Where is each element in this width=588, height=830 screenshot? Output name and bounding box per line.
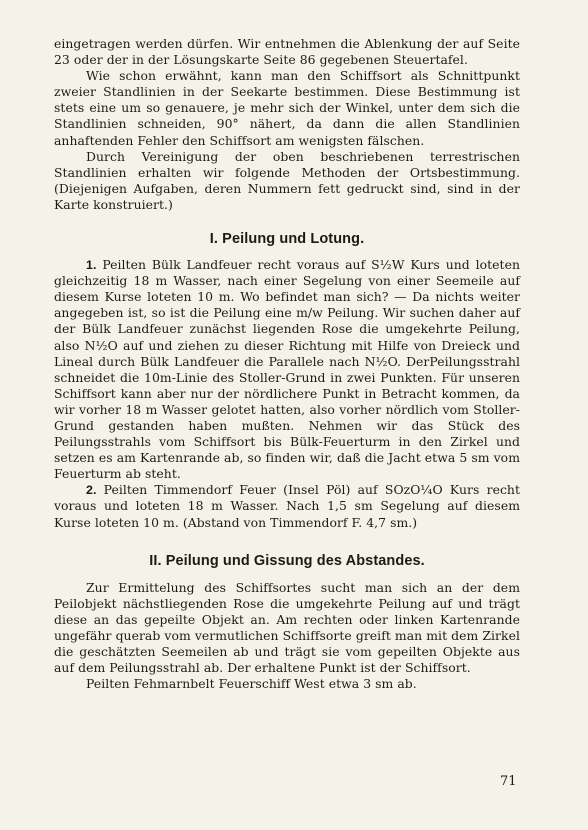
page-body <box>54 36 520 692</box>
paragraph-ermittelung: Zur Ermittelung des Schiffsortes sucht man sich an der dem Peilobjekt nächstliegenden Rose die umgekehrte Peilung auf und trägt diese an das gepeilte Objekt an. Am rechten oder linken Kartenrande ungefähr querab vom vermutlichen Schiffsorte greift man mit dem Zirkel die geschätzten Seemeilen ab und trägt sie vom gepeilten Objekte aus auf dem Peilungsstrahl ab. Der erhaltene Punkt ist der Schiffsort. <box>54 579 520 676</box>
section-heading-peilung-lotung: I. Peilung und Lotung. <box>209 231 365 248</box>
task-2 <box>54 482 520 530</box>
paragraph-continuation: eingetragen werden dürfen. Wir entnehmen die Ablenkung der auf Seite 23 oder der in der Lösungskarte Seite 86 gegebenen Steuertafel. <box>54 36 520 68</box>
task-2-number: 2. <box>86 483 97 498</box>
task-1-number: 1. <box>86 258 97 273</box>
section-heading-peilung-gissung: II. Peilung und Gissung des Abstandes. <box>149 552 425 569</box>
paragraph-schnittpunkt: Wie schon erwähnt, kann man den Schiffsort als Schnittpunkt zweier Standlinien in der Seekarte bestimmen. Diese Bestimmung ist stets eine um so genauere, je mehr sich der Winkel, unter dem sich die Standlinien schneiden, 90° nähert, da dann die allen Standlinien anhaftenden Fehler den Schiffsort am wenigsten fälschen. <box>54 68 520 148</box>
task-1 <box>54 257 520 482</box>
task-1-text: Peilten Bülk Landfeuer recht voraus auf S½W Kurs und loteten gleichzeitig 18 m Wasser, nach einer Segelung von einer Seemeile auf diesem Kurse loteten 10 m. Wo befindet man sich? — Da nichts weiter angegeben ist, so ist die Peilung eine m/w Peilung. Wir suchen daher auf der Bülk Landfeuer zunächst liegenden Rose die umgekehrte Peilung, also N½O auf und ziehen zu dieser Richtung mit Hilfe von Dreieck und Lineal durch Bülk Landfeuer die Parallele nach N½O. DerPeilungsstrahl schneidet die 10m-Linie des Stoller-Grund in zwei Punkten. Für unseren Schiffsort kann aber nur der nördlichere Punkt in Betracht kommen, da wir vorher 18 m Wasser gelotet hatten, also vorher nördlich vom Stoller-Grund gestanden haben mußten. Nehmen wir das Stück des Peilungsstrahls vom Schiffsort bis Bülk-Feuerturm in den Zirkel und setzen es am Kartenrande ab, so finden wir, daß die Jacht etwa 5 sm vom Feuerturm ab steht. <box>54 257 520 482</box>
page-number: 71 <box>500 774 517 789</box>
paragraph-vereinigung: Durch Vereinigung der oben beschriebenen terrestrischen Standlinien erhalten wir folgende Methoden der Ortsbestimmung. (Diejenigen Aufgaben, deren Nummern fett gedruckt sind, sind in der Karte konstruiert.) <box>54 148 520 212</box>
paragraph-fehmarnbelt: Peilten Fehmarnbelt Feuerschiff West etwa 3 sm ab. <box>86 676 417 692</box>
task-2-text: Peilten Timmendorf Feuer (Insel Pöl) auf SOzO¼O Kurs recht voraus und loteten 18 m Wasser. Nach 1,5 sm Segelung auf diesem Kurse loteten 10 m. (Abstand von Timmendorf F. 4,7 sm.) <box>54 482 520 530</box>
